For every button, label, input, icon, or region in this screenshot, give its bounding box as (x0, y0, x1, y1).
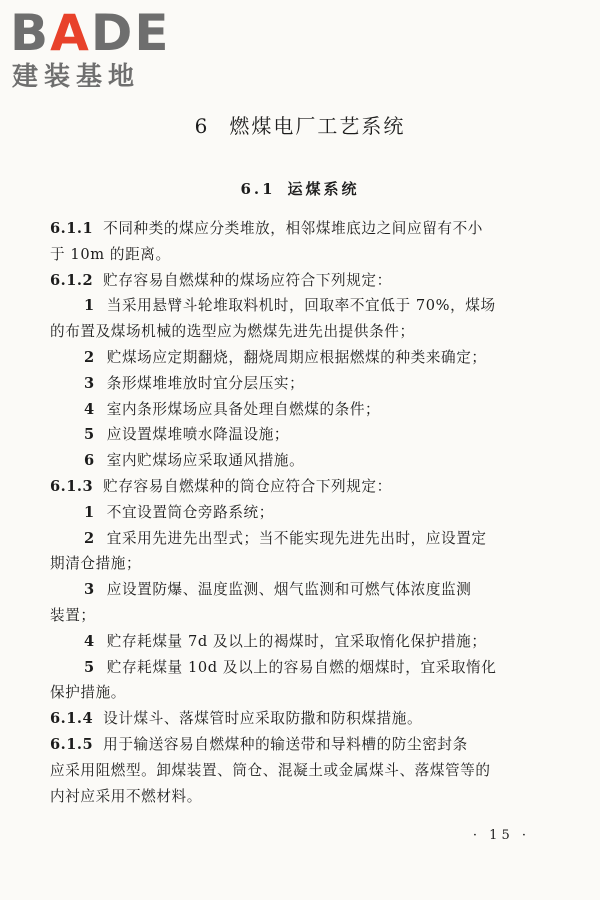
line-text: 室内条形煤场应具备处理自燃煤的条件； (106, 400, 381, 418)
line-text: 于 10m 的距离。 (50, 245, 171, 263)
list-item (84, 423, 560, 447)
item-number: 4 (84, 400, 95, 418)
logo-accent-letter: A (50, 4, 91, 62)
section-number: 6.1 (240, 180, 276, 198)
clause-number: 6.1.4 (50, 710, 94, 728)
line-text: 设计煤斗、落煤管时应采取防撒和防积煤措施。 (103, 710, 423, 728)
list-item (84, 630, 560, 654)
line-text: 内衬应采用不燃材料。 (50, 787, 202, 805)
line-text: 贮存容易自燃煤种的筒仓应符合下列规定： (103, 478, 392, 495)
clause-line (50, 217, 560, 241)
item-number: 1 (84, 297, 95, 315)
logo-wordmark: BADE (10, 4, 171, 62)
list-item (84, 656, 560, 680)
clause-line (50, 733, 560, 757)
text-line (50, 785, 560, 809)
line-text: 的布置及煤场机械的选型应为燃煤先进先出提供条件； (50, 323, 415, 341)
clause-number: 6.1.2 (50, 271, 94, 289)
line-text: 保护措施。 (50, 684, 126, 702)
item-number: 3 (84, 581, 95, 599)
text-line (50, 759, 560, 783)
line-text: 不同种类的煤应分类堆放，相邻煤堆底边之间应留有不小 (103, 220, 483, 237)
list-item (84, 398, 560, 422)
line-text: 贮煤场应定期翻烧，翻烧周期应根据燃煤的种类来确定； (106, 349, 487, 366)
text-line (50, 552, 560, 576)
line-text: 不宜设置筒仓旁路系统； (106, 503, 274, 521)
clause-line (50, 269, 560, 293)
line-text: 室内贮煤场应采取通风措施。 (106, 452, 305, 470)
line-text: 应设置煤堆喷水降温设施； (106, 426, 290, 444)
chapter-title: 燃煤电厂工艺系统 (229, 114, 406, 138)
chapter-heading (0, 112, 600, 140)
item-number: 4 (84, 632, 95, 650)
logo-tagline: 建装基地 (12, 62, 141, 92)
list-item (84, 501, 560, 525)
text-line (50, 243, 560, 267)
clause-number: 6.1.1 (50, 220, 94, 237)
line-text: 贮存耗煤量 10d 及以上的容易自燃的烟煤时，宜采取惰化 (106, 658, 497, 676)
line-text: 宜采用先进先出型式；当不能实现先进先出时，应设置定 (106, 529, 487, 547)
line-text: 贮存容易自燃煤种的煤场应符合下列规定： (103, 271, 392, 289)
brand-logo (10, 6, 185, 92)
line-text: 当采用悬臂斗轮堆取料机时，回取率不宜低于 70%，煤场 (106, 297, 496, 315)
list-item (84, 372, 560, 396)
text-line (50, 681, 560, 705)
item-number: 5 (84, 426, 95, 444)
item-number: 3 (84, 374, 95, 392)
line-text: 装置； (50, 607, 96, 624)
clause-line (50, 475, 560, 499)
line-text: 应设置防爆、温度监测、烟气监测和可燃气体浓度监测 (106, 581, 472, 599)
list-item (84, 527, 560, 551)
line-text: 期清仓措施； (50, 555, 142, 573)
list-item (84, 449, 560, 473)
clause-line (50, 707, 560, 731)
section-heading (0, 178, 600, 200)
chapter-number: 6 (194, 114, 210, 138)
list-item (84, 578, 560, 602)
item-number: 2 (84, 349, 95, 366)
list-item (84, 346, 560, 370)
list-item (84, 294, 560, 318)
clause-number: 6.1.5 (50, 736, 94, 753)
item-number: 2 (84, 529, 95, 547)
item-number: 1 (84, 503, 95, 521)
clause-number: 6.1.3 (50, 478, 94, 495)
line-text: 贮存耗煤量 7d 及以上的褐煤时，宜采取惰化保护措施； (106, 632, 487, 650)
item-number: 6 (84, 452, 95, 470)
section-title: 运煤系统 (287, 180, 360, 198)
item-number: 5 (84, 658, 95, 676)
text-line (50, 604, 560, 628)
line-text: 条形煤堆堆放时宜分层压实； (106, 374, 305, 392)
line-text: 用于输送容易自燃煤种的输送带和导料槽的防尘密封条 (103, 736, 468, 753)
text-line (50, 320, 560, 344)
page-number: · 15 · (472, 828, 530, 843)
line-text: 应采用阻燃型。卸煤装置、筒仓、混凝土或金属煤斗、落煤管等的 (50, 761, 491, 779)
